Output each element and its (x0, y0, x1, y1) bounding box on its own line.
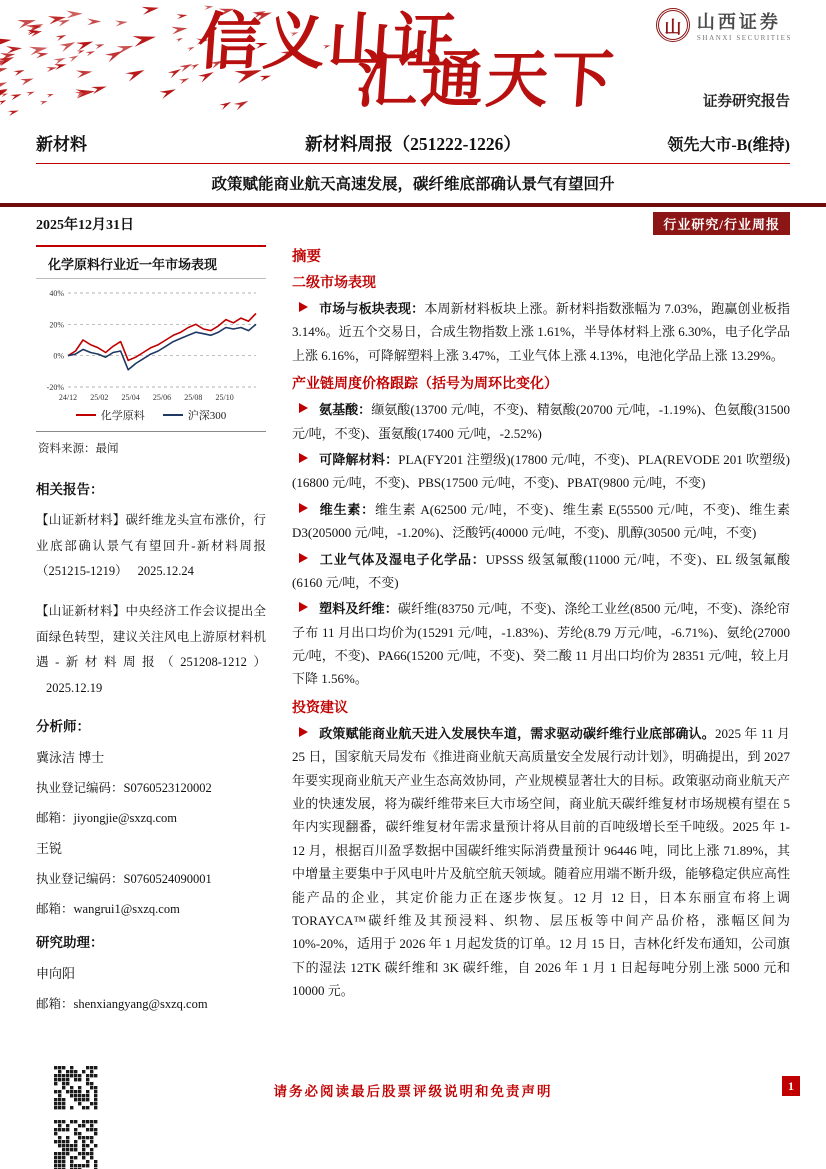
brand-name-cn: 山西证券 (696, 12, 781, 32)
category-badge: 行业研究/行业周报 (653, 212, 790, 235)
related-reports-title: 相关报告： (36, 482, 104, 497)
banner-title-part2: 汇通天下 (353, 47, 619, 115)
chart-title: 化学原料行业近一年市场表现 (36, 247, 266, 279)
email-link[interactable]: jiyongjie@sxzq.com (73, 811, 178, 826)
analyst-name: 王锐 (36, 841, 63, 857)
bullet-vitamins: 维生素：维生素 A(62500 元/吨，不变)、维生素 E(55500 元/吨，不变)、维生素 D3(205000 元/吨，-1.20%)、泛酸钙(40000 元/吨，不变)、肌醇(30500 元/吨，不变) (292, 501, 790, 541)
banner (0, 0, 826, 120)
bullet-arrow-icon (299, 302, 308, 312)
shanxi-securities-logo-icon: 山 (656, 8, 690, 42)
email-link[interactable]: shenxiangyang@sxzq.com (73, 997, 208, 1012)
industry-label: 新材料 (36, 135, 87, 154)
svg-text:0%: 0% (53, 351, 64, 361)
report-title: 新材料周报（251222-1226） (305, 134, 521, 154)
bullet-arrow-icon (299, 727, 308, 737)
section-heading-advice: 投资建议 (292, 700, 348, 716)
section-heading-prices: 产业链周度价格跟踪（括号为周环比变化） (292, 377, 558, 393)
related-report-date: 2025.12.19 (46, 680, 103, 695)
bullet-degradable: 可降解材料：PLA(FY201 注塑级)(17800 元/吨，不变)、PLA(REVODE 201 吹塑级)(16800 元/吨，不变)、PBS(17500 元/吨，不变)、PBAT(9800 元/吨，不变) (292, 451, 790, 491)
svg-text:25/06: 25/06 (152, 393, 172, 402)
analyst-email: 邮箱：wangrui1@sxzq.com (36, 902, 180, 917)
brand-name-en: SHANXI SECURITIES (696, 34, 792, 42)
rating-label: 领先大市-B(维持) (667, 137, 790, 154)
report-subtitle: 政策赋能商业航天高速发展，碳纤维底部确认景气有望回升 (211, 176, 615, 193)
page-number: 1 (782, 1076, 800, 1096)
related-report-item[interactable]: 【山证新材料】中央经济工作会议提出全面绿色转型，建议关注风电上游原材料机遇-新材料周报（251208-1212）2025.12.19 (36, 603, 266, 695)
analyst-name: 冀泳洁 博士 (36, 750, 105, 766)
svg-text:25/02: 25/02 (90, 393, 109, 402)
content-columns (0, 239, 826, 1024)
brand-logo-block (656, 8, 792, 42)
legend-line-hs300-icon (163, 414, 183, 416)
svg-text:24/12: 24/12 (58, 393, 78, 402)
bullet-market: 市场与板块表现：本周新材料板块上涨。新材料指数涨幅为 7.03%，跑赢创业板指 3.14%。近五个交易日，合成生物指数上涨 1.61%，半导体材料上涨 6.30%，电子化学品上涨 6.16%，可降解塑料上涨 3.47%，工业气体上涨 4.13%，电池化学品上涨 13.29%。 (292, 301, 790, 363)
email-link[interactable]: wangrui1@sxzq.com (73, 902, 180, 917)
svg-text:-20%: -20% (46, 383, 64, 392)
footer-disclaimer: 请务必阅读最后股票评级说明和免责声明 (273, 1084, 553, 1099)
performance-line-chart (36, 285, 264, 405)
bullet-arrow-icon (299, 553, 308, 563)
analyst-license: 执业登记编码：S0760524090001 (36, 872, 212, 887)
title-block (0, 120, 826, 239)
legend-item-chem: 化学原料 (76, 407, 145, 423)
summary-heading: 摘要 (292, 249, 321, 265)
market-performance-chart (36, 245, 266, 456)
bullet-industrial-gas: 工业气体及湿电子化学品：UPSSS 级氢氟酸(11000 元/吨，不变)、EL 级氢氟酸(6160 元/吨，不变) (292, 551, 790, 590)
analyst-license: 执业登记编码：S0760523120002 (36, 781, 212, 796)
qr-code-icon (54, 1066, 98, 1110)
bullet-arrow-icon (299, 602, 308, 612)
related-report-date: 2025.12.24 (137, 564, 194, 579)
main-content (292, 245, 790, 1024)
sidebar (36, 245, 266, 1024)
report-type-label: 证券研究报告 (703, 94, 790, 110)
report-date: 2025年12月31日 (36, 217, 134, 233)
analyst-email: 邮箱：jiyongjie@sxzq.com (36, 811, 178, 826)
qr-code-icon (54, 1120, 98, 1169)
chart-legend (36, 405, 266, 431)
bullet-arrow-icon (299, 403, 308, 413)
banner-title-part1: 信义山证 (195, 9, 461, 77)
bullet-amino-acid: 氨基酸：缬氨酸(13700 元/吨，不变)、精氨酸(20700 元/吨，-1.19%)、色氨酸(31500 元/吨，不变)、蛋氨酸(17400 元/吨，-2.52%) (292, 402, 790, 441)
assistant-email: 邮箱：shenxiangyang@sxzq.com (36, 997, 208, 1012)
section-heading-market: 二级市场表现 (292, 276, 376, 291)
svg-text:25/08: 25/08 (184, 393, 203, 402)
assistant-title: 研究助理： (36, 935, 104, 951)
chart-source: 资料来源：最闻 (36, 431, 266, 456)
svg-text:25/04: 25/04 (121, 393, 140, 402)
bullet-arrow-icon (299, 503, 308, 513)
svg-text:20%: 20% (49, 320, 64, 330)
related-report-item[interactable]: 【山证新材料】碳纤维龙头宣布涨价，行业底部确认景气有望回升-新材料周报（251215-1219） 2025.12.24 (36, 513, 266, 579)
red-divider (36, 163, 790, 164)
svg-text:25/10: 25/10 (215, 393, 234, 402)
legend-item-hs300: 沪深300 (163, 407, 227, 423)
bullet-investment-advice: 政策赋能商业航天进入发展快车道，需求驱动碳纤维行业底部确认。2025 年 11 月 25 日，国家航天局发布《推进商业航天高质量安全发展行动计划》，明确提出，到 2027 年要实现商业航天产业生态高效协同，产业规模显著壮大的目标。政策驱动商业航天产业的快速发展，将为碳纤维带来巨大市场空间，商业航天碳纤维复材市场规模有望在 5 年内实现翻番，碳纤维复材年需求量预计将从目前的百吨级增长至千吨级。2025 年 1-12 月，根据百川盈孚数据中国碳纤维实际消费量预计 96446 吨，同比上涨 71.89%，其中增量主要集中于风电叶片及航空航天领域。随着应用端不断升级，能够稳定供应高性能产品的企业，其定价能力正在逐步恢复。12 月 12 日，日本东丽宣布将上调 TORAYCA™碳纤维及其预浸料、织物、层压板等中间产品价格，涨幅区间为 10%-20%，适用于 2026 年 1 月起发货的订单。12 月 15 日，吉林化纤发布通知，公司旗下的湿法 12TK 碳纤维和 3K 碳纤维，自 2026 年 1 月 1 日起每吨分别上涨 5000 元和 10000 元。 (292, 725, 790, 999)
bullet-plastics-fibers: 塑料及纤维：碳纤维(83750 元/吨，不变)、涤纶工业丝(8500 元/吨，不变)、涤纶帘子布 11 月出口均价为(15291 元/吨，-1.83%)、芳纶(8.79 万元/吨，-6.71%)、氨纶(27000 元/吨，不变)、PA66(15200 元/吨，不变)、癸二酸 11 月出口均价为 28351 元/吨，较上月下降 1.56%。 (292, 601, 790, 687)
svg-text:40%: 40% (49, 289, 64, 298)
analysts-title: 分析师： (36, 719, 90, 735)
bullet-arrow-icon (299, 453, 308, 463)
assistant-name: 申向阳 (36, 966, 76, 982)
legend-line-chem-icon (76, 414, 96, 416)
